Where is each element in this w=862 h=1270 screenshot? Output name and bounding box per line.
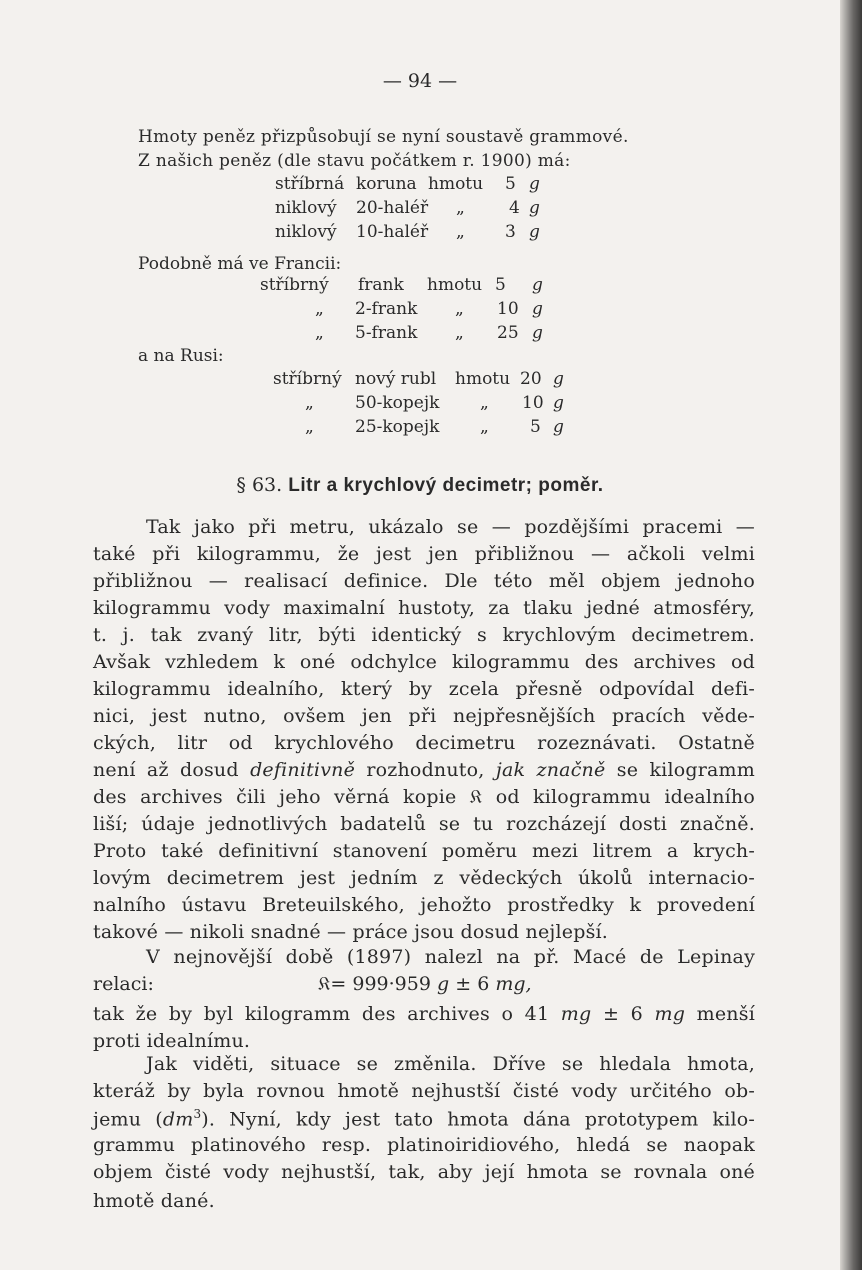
paragraph-line: nici, jest nutno, ovšem jen při nejpřesnějších pracích věde- [93,705,755,727]
intro-line-1: Hmoty peněz přizpůsobují se nyní soustavě grammové. [138,127,629,147]
paragraph-line: jemu $(dm^3)$. Nyní, kdy jest tato hmota dána prototypem kilo- [93,1107,756,1131]
paragraph-line: Tak jako při metru, ukázalo se — pozdějšími pracemi — [146,516,755,538]
paragraph-line: nalního ústavu Breteuilského, jehožto prostředky k provedení [93,894,755,916]
russia-label: a na Rusi: [138,346,224,366]
relation-label: relaci: [93,973,154,995]
paragraph-line: lovým decimetrem jest jedním z vědeckých úkolů internacio- [93,867,755,889]
paragraph-line: není až dosud definitivně rozhodnuto, jak značně se kilogramm [93,759,755,781]
paragraph-line: kilogrammu idealního, který by zcela přesně odpovídal defi- [93,678,755,700]
paragraph-line: také při kilogrammu, že jest jen přibližnou — ačkoli velmi [93,543,755,565]
paragraph-line: ckých, litr od krychlového decimetru rozeznávati. Ostatně [93,732,755,754]
formula: 𝔎= 999·959 g ± 6 mg, [318,973,532,995]
section-heading [0,474,840,497]
paragraph-line: t. j. tak zvaný litr, býti identický s krychlovým decimetrem. [93,624,755,646]
paragraph-line: kteráž by byla rovnou hmotě nejhustší čisté vody určitého ob- [93,1080,755,1102]
paragraph-line: des archives čili jeho věrná kopie 𝔎 od kilogrammu idealního [93,786,755,808]
paragraph-line: tak že by byl kilogramm des archives o 41 mg ± 6 mg menší [93,1003,755,1025]
paragraph-line: takové — nikoli snadné — práce jsou dosud nejlepší. [93,921,609,943]
france-label: Podobně má ve Francii: [138,254,342,274]
page-number: — 94 — [382,70,458,92]
page-edge-shadow [840,0,862,1270]
section-number: § 63. [236,474,283,496]
paragraph-line: V nejnovější době (1897) nalezl na př. Macé de Lepinay [146,946,755,968]
paragraph-line: proti idealnímu. [93,1030,251,1052]
paragraph-line: kilogrammu vody maximalní hustoty, za tlaku jedné atmosféry, [93,597,755,619]
paragraph-line: Proto také definitivní stanovení poměru mezi litrem a krych- [93,840,755,862]
paragraph-line: Jak viděti, situace se změnila. Dříve se hledala hmota, [146,1053,755,1075]
paragraph-line: Avšak vzhledem k oné odchylce kilogrammu des archives od [93,651,755,673]
section-title: Litr a krychlový decimetr; poměr. [288,475,604,496]
paragraph-line: objem čisté vody nejhustší, tak, aby její hmota se rovnala oné [93,1161,755,1183]
intro-line-2: Z našich peněz (dle stavu počátkem r. 1900) má: [138,151,571,171]
paragraph-line: hmotě dané. [93,1190,215,1212]
paragraph-line: liší; údaje jednotlivých badatelů se tu rozcházejí dosti značně. [93,813,755,835]
paragraph-line: grammu platinového resp. platinoiridiového, hledá se naopak [93,1134,755,1156]
paragraph-line: přibližnou — realisací definice. Dle této měl objem jednoho [93,570,755,592]
